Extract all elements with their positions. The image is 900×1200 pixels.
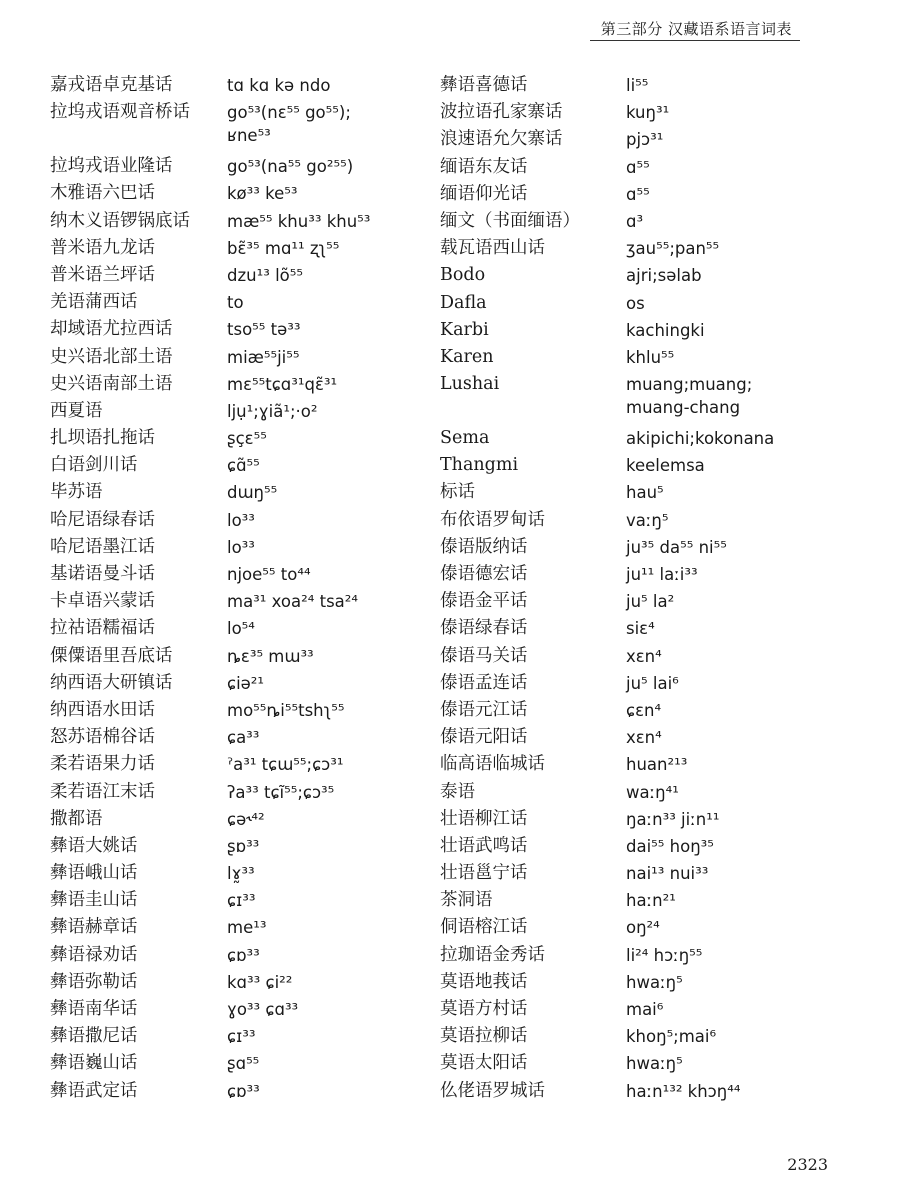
dialect-name: 彝语禄劝话 <box>50 944 138 965</box>
dialect-name: 毕苏语 <box>50 482 103 503</box>
entry-row <box>440 971 860 998</box>
running-header: 第三部分 汉藏语系语言词表 <box>600 20 792 38</box>
dialect-name: 茶洞语 <box>440 890 493 911</box>
dialect-name: 彝语南华话 <box>50 999 138 1019</box>
entry-row <box>50 182 450 209</box>
dialect-name: 载瓦语西山话 <box>440 238 545 259</box>
word-transcription: waːŋ⁴¹ <box>626 782 679 802</box>
dialect-name: 拉坞戎语观音桥话 <box>50 102 190 123</box>
entry-row <box>50 536 450 563</box>
dialect-name: 傣语绿春话 <box>440 618 528 639</box>
word-transcription: khlu⁵⁵ <box>626 347 675 367</box>
entry-row <box>440 862 860 889</box>
entry-row <box>50 427 450 454</box>
dialect-name: 彝语喜德话 <box>440 75 528 95</box>
dialect-name: 拉坞戎语业隆话 <box>50 156 173 177</box>
entry-row <box>440 237 860 264</box>
entry-row <box>440 617 860 644</box>
entry-row <box>440 889 860 916</box>
word-transcription: kø³³ ke⁵³ <box>227 184 298 204</box>
entry-row <box>440 835 860 862</box>
word-transcription: akipichi;kokonana <box>626 429 775 449</box>
word-transcription: xɛn⁴ <box>626 728 662 748</box>
dialect-name: 泰语 <box>440 781 475 802</box>
entry-row <box>440 481 860 508</box>
entry-row <box>50 264 450 291</box>
dialect-name: 羌语蒲西话 <box>50 292 138 313</box>
word-transcription: ʂɒ³³ <box>227 836 260 856</box>
word-transcription: lo³³ <box>227 510 255 530</box>
word-transcription: os <box>626 293 645 313</box>
page-number: 2323 <box>787 1155 828 1174</box>
word-transcription: mo⁵⁵ȵi⁵⁵tshʅ⁵⁵ <box>227 700 345 720</box>
word-transcription: ɕiə²¹ <box>227 673 265 693</box>
word-transcription: ʔa³³ tɕĩ⁵⁵;ɕɔ³⁵ <box>227 782 335 802</box>
dialect-name: 西夏语 <box>50 400 103 421</box>
word-transcription: ljụ¹;ɣiã¹;·o² <box>227 401 318 421</box>
entry-row <box>440 292 860 319</box>
dialect-name: 傣语马关话 <box>440 645 528 666</box>
dialect-name: Karen <box>440 346 494 367</box>
dialect-name: 傣语金平话 <box>440 591 528 612</box>
entry-row <box>50 781 450 808</box>
word-transcription: njoe⁵⁵ to⁴⁴ <box>227 565 311 584</box>
entry-row <box>440 590 860 617</box>
dialect-name: 标话 <box>440 482 475 503</box>
dialect-name: 普米语九龙话 <box>50 237 155 258</box>
entry-row <box>50 1025 450 1052</box>
entry-row <box>50 210 450 237</box>
entry-row <box>440 509 860 536</box>
word-transcription: ju⁵ la² <box>626 592 675 612</box>
entry-row <box>50 699 450 726</box>
entry-row <box>50 454 450 481</box>
dialect-name: 却域语尤拉西话 <box>50 319 173 340</box>
dialect-name: 普米语兰坪话 <box>50 264 155 285</box>
entry-row <box>440 645 860 672</box>
entry-row <box>50 1080 450 1107</box>
dialect-name: 仫佬语罗城话 <box>440 1080 545 1101</box>
entry-row <box>50 645 450 672</box>
dialect-name: 缅语东友话 <box>440 156 528 177</box>
entry-row <box>50 808 450 835</box>
dialect-name: 莫语地莪话 <box>440 971 528 992</box>
entry-row <box>50 291 450 318</box>
word-transcription: ɑ⁵⁵ <box>626 157 650 177</box>
entry-row <box>440 156 860 183</box>
dialect-name: 撒都语 <box>50 808 103 829</box>
entry-row <box>50 563 450 590</box>
dialect-name: 彝语撒尼话 <box>50 1026 138 1047</box>
dialect-name: Sema <box>440 428 490 449</box>
word-transcription: hau⁵ <box>626 483 664 503</box>
word-transcription: kɑ³³ ɕi²² <box>227 972 293 992</box>
dialect-name: 拉珈语金秀话 <box>440 944 545 965</box>
word-transcription: to <box>227 293 244 313</box>
entry-row <box>50 617 450 644</box>
word-transcription: haːn²¹ <box>626 891 676 911</box>
word-transcription: miæ⁵⁵ji⁵⁵ <box>227 347 300 367</box>
entry-row <box>50 672 450 699</box>
word-transcription: ɑ³ <box>626 211 644 231</box>
entry-row <box>50 998 450 1025</box>
entry-row <box>440 672 860 699</box>
word-transcription: ɕɑ̃⁵⁵ <box>227 456 260 476</box>
entry-row <box>440 128 860 155</box>
word-transcription: xɛn⁴ <box>626 646 662 666</box>
entry-row <box>50 373 450 400</box>
entry-row <box>440 210 860 237</box>
dialect-name: 莫语方村话 <box>440 999 528 1019</box>
word-transcription: ɕɛn⁴ <box>626 700 662 720</box>
entry-row <box>440 1052 860 1079</box>
word-transcription: lo³³ <box>227 537 255 557</box>
word-transcription: hwaːŋ⁵ <box>626 972 683 992</box>
dialect-name: 波拉语孔家寨话 <box>440 102 563 123</box>
dialect-name: 彝语峨山话 <box>50 863 138 884</box>
word-transcription: tɑ kɑ kə ndo <box>227 76 331 95</box>
word-transcription: ŋaːn³³ jiːn¹¹ <box>626 809 720 829</box>
word-transcription: bɛ̃³⁵ mɑ¹¹ ʐʅ⁵⁵ <box>227 238 340 258</box>
word-transcription: mæ⁵⁵ khu³³ khu⁵³ <box>227 211 371 231</box>
dialect-name: 史兴语南部土语 <box>50 373 173 394</box>
entry-row <box>440 1080 860 1107</box>
entry-row <box>50 481 450 508</box>
dialect-name: 木雅语六巴话 <box>50 183 155 204</box>
dialect-name: 彝语弥勒话 <box>50 971 138 992</box>
dialect-name: 壮语柳江话 <box>440 808 528 829</box>
word-transcription: pjɔ³¹ <box>626 130 664 150</box>
word-transcription: lɤ̰³³ <box>227 864 255 884</box>
word-transcription: lo⁵⁴ <box>227 619 255 639</box>
dialect-name: 浪速语允欠寨话 <box>440 129 563 150</box>
dialect-name: 傈僳语里吾底话 <box>50 645 173 666</box>
dialect-name: 壮语邕宁话 <box>440 863 528 884</box>
word-transcription: ju⁵ lai⁶ <box>626 673 679 693</box>
entry-row <box>50 726 450 753</box>
entry-row <box>50 835 450 862</box>
entry-row <box>50 753 450 780</box>
word-transcription: ɕɪ³³ <box>227 891 256 911</box>
entry-row <box>440 781 860 808</box>
dialect-name: 临高语临城话 <box>440 754 545 775</box>
entry-row <box>50 101 450 155</box>
dialect-name: 布依语罗甸话 <box>440 509 545 530</box>
entry-row <box>50 509 450 536</box>
dialect-name: 缅语仰光话 <box>440 183 528 204</box>
entry-row <box>440 726 860 753</box>
word-transcription: ju³⁵ da⁵⁵ ni⁵⁵ <box>626 537 727 557</box>
word-transcription: ɑ⁵⁵ <box>626 184 650 204</box>
dialect-name: 拉祜语糯福话 <box>50 618 155 639</box>
entry-row <box>50 346 450 373</box>
dialect-name: 傣语版纳话 <box>440 536 528 557</box>
word-transcription: vaːŋ⁵ <box>626 510 669 530</box>
word-transcription: tso⁵⁵ tə³³ <box>227 320 301 340</box>
dialect-name: 缅文（书面缅语） <box>440 210 580 231</box>
dialect-name: 彝语武定话 <box>50 1080 138 1101</box>
entry-row <box>440 998 860 1025</box>
dialect-name: 莫语太阳话 <box>440 1053 528 1074</box>
dialect-name: 基诺语曼斗话 <box>50 564 155 584</box>
word-transcription: keelemsa <box>626 456 705 476</box>
dialect-name: 卡卓语兴蒙话 <box>50 591 155 612</box>
entry-row <box>50 916 450 943</box>
entry-row <box>50 237 450 264</box>
dialect-name: 柔若语果力话 <box>50 754 155 775</box>
dialect-name: 白语剑川话 <box>50 455 138 476</box>
dialect-name: 傣语德宏话 <box>440 564 528 584</box>
word-transcription: ju¹¹ laːi³³ <box>626 565 698 584</box>
word-transcription: kuŋ³¹ <box>626 103 670 123</box>
entry-row <box>440 101 860 128</box>
entry-row <box>50 400 450 427</box>
entry-row <box>50 590 450 617</box>
entry-row <box>440 916 860 943</box>
entry-row <box>440 346 860 373</box>
dialect-name: Dafla <box>440 292 487 313</box>
word-transcription: go⁵³(nɛ⁵⁵ go⁵⁵); ʁne⁵³ <box>227 103 351 146</box>
word-transcription: ma³¹ xoa²⁴ tsa²⁴ <box>227 592 359 612</box>
dialect-name: 彝语巍山话 <box>50 1053 138 1074</box>
dialect-name: Thangmi <box>440 455 519 476</box>
word-transcription: haːn¹³² khɔŋ⁴⁴ <box>626 1081 741 1101</box>
word-transcription: ɕa³³ <box>227 728 260 748</box>
dialect-name: 怒苏语棉谷话 <box>50 727 155 748</box>
entry-row <box>50 1052 450 1079</box>
word-transcription: ʂɑ⁵⁵ <box>227 1054 260 1074</box>
entry-row <box>440 563 860 590</box>
entry-row <box>440 944 860 971</box>
word-transcription: dai⁵⁵ hoŋ³⁵ <box>626 836 714 856</box>
word-transcription: hwaːŋ⁵ <box>626 1054 683 1074</box>
dialect-name: 壮语武鸣话 <box>440 835 528 856</box>
word-transcription: kachingki <box>626 320 705 340</box>
word-transcription: oŋ²⁴ <box>626 918 660 938</box>
entry-row <box>440 536 860 563</box>
header-rule <box>590 40 800 41</box>
word-transcription: mai⁶ <box>626 1000 664 1019</box>
entry-row <box>50 862 450 889</box>
dialect-name: 纳西语大研镇话 <box>50 672 173 693</box>
word-transcription: me¹³ <box>227 918 267 938</box>
dialect-name: 嘉戎语卓克基话 <box>50 75 173 95</box>
entry-row <box>440 373 860 427</box>
dialect-name: 扎坝语扎拖话 <box>50 428 155 449</box>
entry-row <box>50 318 450 345</box>
entry-row <box>440 699 860 726</box>
entry-row <box>50 944 450 971</box>
entry-row <box>440 753 860 780</box>
dialect-name: 傣语元阳话 <box>440 727 528 748</box>
word-transcription: ɕɒ³³ <box>227 1081 260 1101</box>
dialect-name: 史兴语北部土语 <box>50 346 173 367</box>
dialect-name: 纳西语水田话 <box>50 699 155 720</box>
entry-row <box>440 808 860 835</box>
entry-row <box>50 74 450 101</box>
entry-row <box>50 971 450 998</box>
entry-row <box>440 454 860 481</box>
entry-row <box>440 183 860 210</box>
word-transcription: ˀa³¹ tɕɯ⁵⁵;ɕɔ³¹ <box>227 755 344 775</box>
word-transcription: ɣo³³ ɕɑ³³ <box>227 1000 299 1019</box>
word-transcription: ajri;səlab <box>626 266 702 286</box>
dialect-name: 傣语元江话 <box>440 699 528 720</box>
entry-row <box>440 264 860 291</box>
word-transcription: ɕɒ³³ <box>227 945 260 965</box>
dialect-name: 侗语榕江话 <box>440 917 528 938</box>
word-transcription: ʂçɛ⁵⁵ <box>227 429 267 449</box>
left-column <box>50 74 450 1107</box>
dialect-name: Bodo <box>440 265 486 286</box>
word-transcription: nai¹³ nui³³ <box>626 864 709 884</box>
dialect-name: Lushai <box>440 374 500 395</box>
dialect-name: 彝语圭山话 <box>50 890 138 911</box>
dialect-name: 纳木义语锣锅底话 <box>50 210 190 231</box>
word-transcription: mɛ⁵⁵tɕɑ³¹qɛ̃³¹ <box>227 374 338 394</box>
word-transcription: dzu¹³ lõ⁵⁵ <box>227 265 303 285</box>
dialect-name: 柔若语江末话 <box>50 781 155 802</box>
word-transcription: dɯŋ⁵⁵ <box>227 483 278 503</box>
right-column <box>440 74 860 1107</box>
dialect-name: 哈尼语绿春话 <box>50 509 155 530</box>
word-transcription: siɛ⁴ <box>626 619 655 639</box>
dialect-name: 彝语大姚话 <box>50 835 138 856</box>
word-transcription: li⁵⁵ <box>626 76 649 95</box>
entry-row <box>440 427 860 454</box>
word-transcription: go⁵³(na⁵⁵ go²⁵⁵) <box>227 157 354 177</box>
entry-row <box>440 1025 860 1052</box>
dialect-name: 莫语拉柳话 <box>440 1026 528 1047</box>
word-transcription: huan²¹³ <box>626 755 688 775</box>
entry-row <box>440 319 860 346</box>
word-transcription: ɕə˞⁴² <box>227 809 265 829</box>
dialect-name: Karbi <box>440 319 489 340</box>
dialect-name: 哈尼语墨江话 <box>50 536 155 557</box>
dialect-name: 傣语孟连话 <box>440 672 528 693</box>
word-transcription: ȵɛ³⁵ mɯ³³ <box>227 646 314 666</box>
word-transcription: li²⁴ hɔːŋ⁵⁵ <box>626 945 703 965</box>
word-transcription: ɕɪ³³ <box>227 1027 256 1047</box>
word-transcription: ʒau⁵⁵;pan⁵⁵ <box>626 239 720 259</box>
word-transcription: khoŋ⁵;mai⁶ <box>626 1027 717 1047</box>
entry-row <box>50 889 450 916</box>
entry-row <box>50 155 450 182</box>
entry-row <box>440 74 860 101</box>
dialect-name: 彝语赫章话 <box>50 917 138 938</box>
word-transcription: muang;muang; muang-chang <box>626 375 753 418</box>
